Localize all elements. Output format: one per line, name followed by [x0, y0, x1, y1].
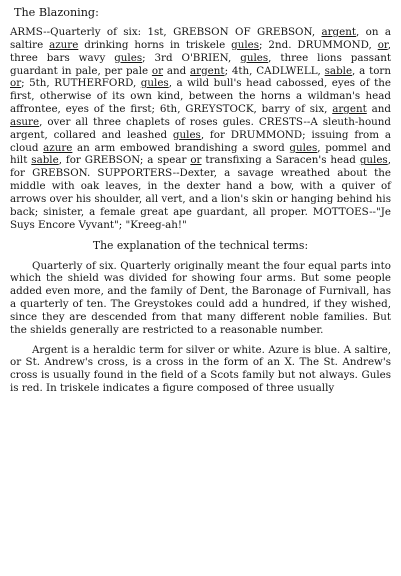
- blazon-text: drinking horns in triskele: [78, 38, 232, 51]
- tincture-term: gules: [289, 141, 318, 154]
- tincture-term: argent: [332, 103, 367, 116]
- blazon-text: , three lions passant guardant in pale, per pale: [10, 51, 391, 77]
- blazon-text: ; 4th, CADLWELL,: [224, 64, 325, 77]
- blazon-text: , for GREBSON. SUPPORTERS--Dexter, a savage wreathed about the middle with oak leaves, in the dexter hand a bow, with a quiver of arrows over his shoulder, all vert, and a lion's skin or hanging behind his back; sinister, a female great ape guardant, all proper. MOTTOES--"Je Suys Encore Vyvant"; "Kreeg-ah!": [10, 154, 391, 231]
- tincture-term: or: [377, 38, 388, 51]
- blazon-text: , three bars wavy: [10, 38, 391, 64]
- tincture-term: sable: [31, 154, 59, 167]
- explanation-heading: The explanation of the technical terms:: [92, 238, 309, 252]
- blazon-text: , for GREBSON; a spear: [58, 154, 191, 167]
- tincture-term: gules: [231, 38, 260, 51]
- tincture-term: azure: [49, 38, 79, 51]
- tincture-term: gules: [359, 154, 388, 167]
- blazon-text: , on a saltire: [10, 26, 391, 51]
- blazon-text: , over all three chaplets of roses gules. CRESTS--A sleuth-hound argent, collared and leashed: [10, 115, 391, 141]
- blazon-text: , for DRUMMOND; issuing from a cloud: [10, 128, 391, 154]
- blazon-paragraph: [10, 26, 391, 232]
- tincture-term: or: [10, 77, 22, 90]
- tincture-term: or: [151, 64, 164, 77]
- blazon-text: and: [163, 64, 191, 77]
- tincture-term: argent: [190, 64, 225, 77]
- tincture-term: gules: [240, 51, 269, 64]
- tincture-term: gules: [140, 77, 169, 90]
- tincture-term: asure: [10, 115, 40, 128]
- tincture-term: gules: [172, 128, 201, 141]
- tincture-term: azure: [43, 141, 73, 154]
- blazon-text: and: [366, 103, 391, 116]
- blazon-text: an arm embowed brandishing a sword: [72, 141, 290, 154]
- quarterly-paragraph: Quarterly of six. Quarterly originally meant the four equal parts into which the shield was divided for showing four arms. But some people added even more, and the family of Dent, the Baronage of Furnivall, has a quarterly of ten. The Greystokes could add a hundred, if they wished, since they are descended from that many different noble families. But the shields generally are restricted to a reasonable number.: [10, 259, 391, 336]
- blazon-text: ; 5th, RUTHERFORD,: [21, 77, 141, 90]
- blazoning-heading: The Blazoning:: [14, 6, 99, 19]
- blazon-text: , pommel and hilt: [10, 141, 391, 167]
- blazon-text: ARMS--Quarterly of six: 1st, GREBSON OF GREBSON,: [10, 26, 322, 38]
- blazon-text: transfixing a Saracen's head: [201, 154, 360, 167]
- tincture-term: gules: [114, 51, 143, 64]
- blazon-text: , a wild bull's head cabossed, eyes of the first, otherwise of its own kind, between the horns a wildman's head affrontee, eyes of the first; 6th, GREYSTOCK, barry of six,: [10, 77, 391, 116]
- argent-paragraph: Argent is a heraldic term for silver or white. Azure is blue. A saltire, or St. Andrew's cross, is a cross in the form of an X. The St. Andrew's cross is usually found in the field of a Scots family but not always. Gules is red. In triskele indicates a figure composed of three usually: [10, 343, 391, 395]
- blazon-text: , a torn: [352, 64, 391, 77]
- tincture-term: sable: [324, 64, 353, 77]
- blazon-text: ; 2nd. DRUMMOND,: [259, 38, 378, 51]
- tincture-term: or: [190, 154, 202, 167]
- tincture-term: argent: [321, 26, 357, 38]
- blazon-text: ; 3rd O'BRIEN,: [142, 51, 241, 64]
